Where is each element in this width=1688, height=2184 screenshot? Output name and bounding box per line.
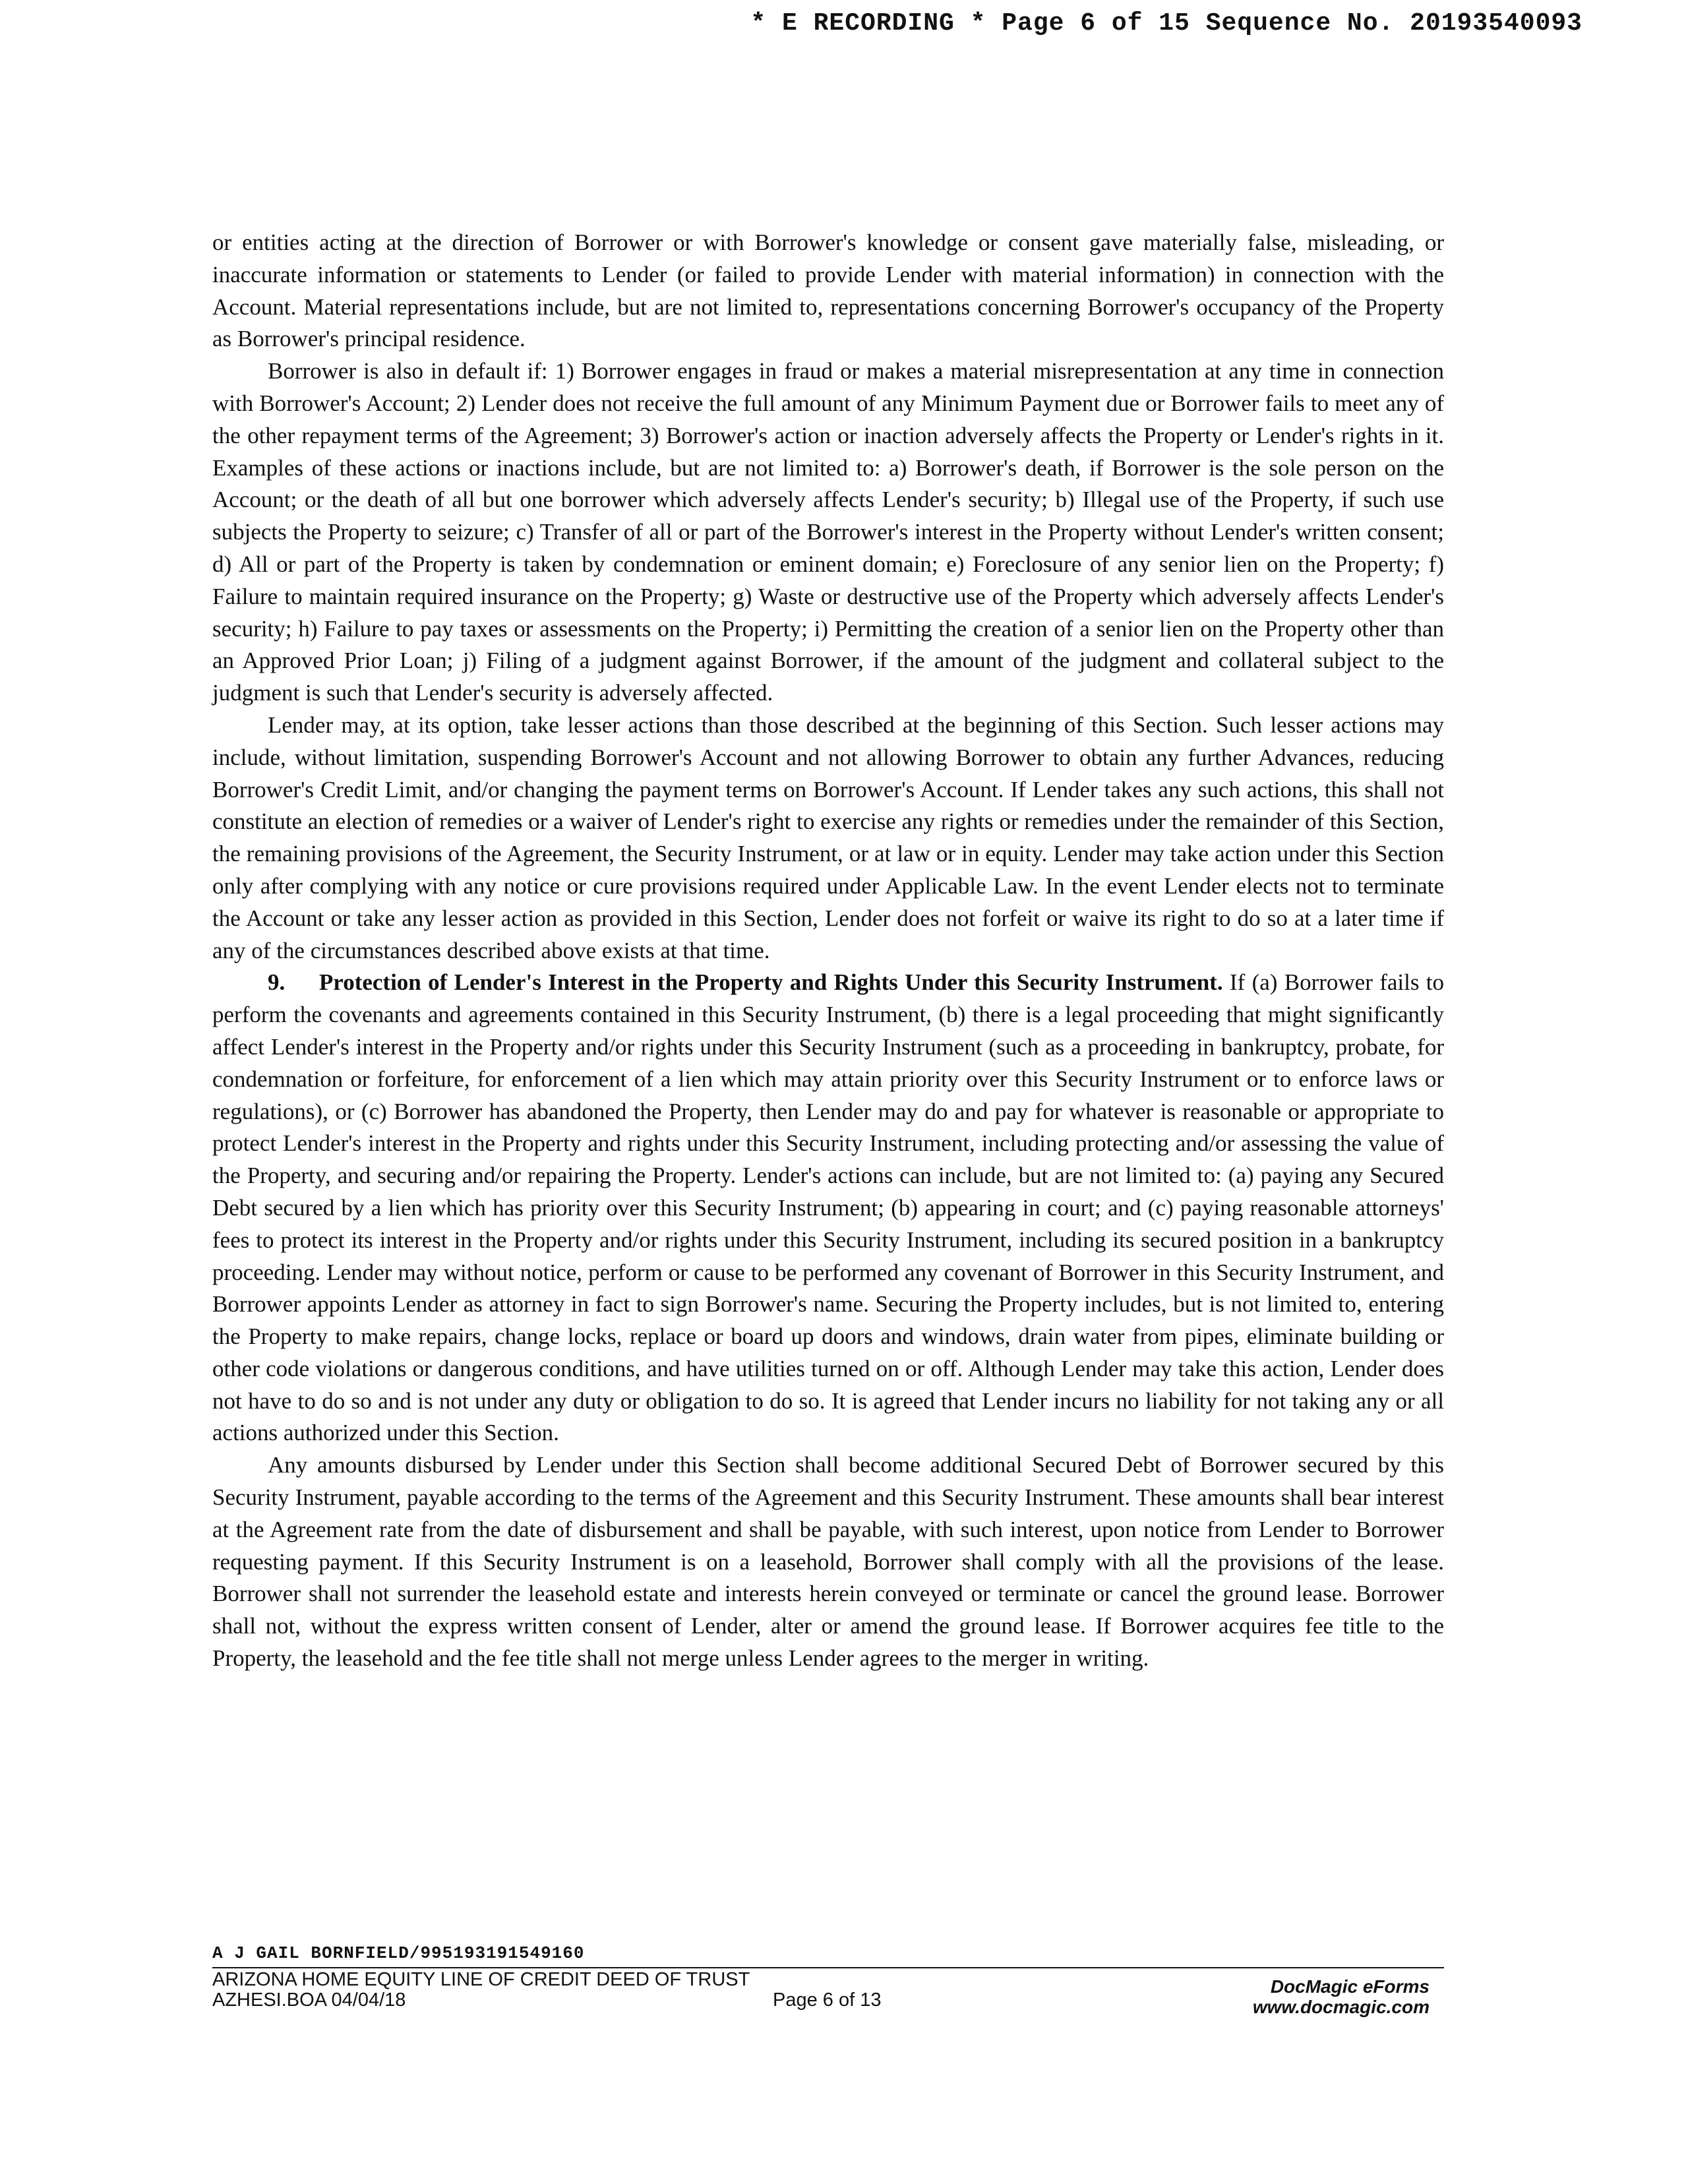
recording-stamp: * E RECORDING * Page 6 of 15 Sequence No. 20193540093 [750,9,1582,38]
document-body [212,227,1444,1675]
section-9-number: 9. [268,969,286,996]
borrower-loan-id: A J GAIL BORNFIELD/995193191549160 [212,1943,585,1963]
section-9-title: Protection of Lender's Interest in the Property and Rights Under this Security Instrument. [318,969,1223,996]
form-title: ARIZONA HOME EQUITY LINE OF CREDIT DEED OF TRUST [212,1969,750,1990]
paragraph-lesser-actions: Lender may, at its option, take lesser actions than those described at the beginning of this Section. Such lesser actions may include, without limitation, suspending Borrower's Account and not allowing Borrower to obtain any further Advances, reducing Borrower's Credit Limit, and/or changing the payment terms on Borrower's Account. If Lender takes any such actions, this shall not constitute an election of remedies or a waiver of Lender's right to exercise any rights or remedies under the remainder of this Section, the remaining provisions of the Agreement, the Security Instrument, or at law or in equity. Lender may take action under this Section only after complying with any notice or cure provisions required under Applicable Law. In the event Lender elects not to terminate the Account or take any lesser action as provided in this Section, Lender does not forfeit or waive its right to do so at a later time if any of the circumstances described above exists at that time. [212,712,1444,963]
brand-name: DocMagic eForms [1270,1976,1430,1997]
docmagic-logo [1253,1976,1430,2017]
footer-divider [212,1967,1444,1968]
paragraph-continuation: or entities acting at the direction of Borrower or with Borrower's knowledge or consent gave materially false, misleading, or inaccurate information or statements to Lender (or failed to provide Lender with material information) in connection with the Account. Material representations include, but are not limited to, representations concerning Borrower's occupancy of the Property as Borrower's principal residence. [212,229,1444,352]
page-number: Page 6 of 13 [773,1989,882,2011]
paragraph-disbursements: Any amounts disbursed by Lender under this Section shall become additional Secured Debt of Borrower secured by this Security Instrument, payable according to the terms of the Agreement and this Security Instrument. These amounts shall bear interest at the Agreement rate from the date of disbursement and shall be payable, with such interest, upon notice from Lender to Borrower requesting payment. If this Security Instrument is on a leasehold, Borrower shall comply with all the provisions of the lease. Borrower shall not surrender the leasehold estate and interests herein conveyed or terminate or cancel the ground lease. Borrower shall not, without the express written consent of Lender, alter or amend the ground lease. If Borrower acquires fee title to the Property, the leasehold and the fee title shall not merge unless Lender agrees to the merger in writing. [212,1452,1444,1672]
section-9-paragraph [212,967,1444,1449]
paragraph-default-conditions: Borrower is also in default if: 1) Borrower engages in fraud or makes a material misrepresentation at any time in connection with Borrower's Account; 2) Lender does not receive the full amount of any Minimum Payment due or Borrower fails to meet any of the other repayment terms of the Agreement; 3) Borrower's action or inaction adversely affects the Property or Lender's rights in it. Examples of these actions or inactions include, but are not limited to: a) Borrower's death, if Borrower is the sole person on the Account; or the death of all but one borrower which adversely affects Lender's security; b) Illegal use of the Property, if such use subjects the Property to seizure; c) Transfer of all or part of the Borrower's interest in the Property without Lender's written consent; d) All or part of the Property is taken by condemnation or eminent domain; e) Foreclosure of any senior lien on the Property; f) Failure to maintain required insurance on the Property; g) Waste or destructive use of the Property which adversely affects Lender's security; h) Failure to pay taxes or assessments on the Property; i) Permitting the creation of a senior lien on the Property other than an Approved Prior Loan; j) Filing of a judgment against Borrower, if the amount of the judgment and collateral subject to the judgment is such that Lender's security is adversely affected. [212,358,1444,706]
form-code: AZHESI.BOA 04/04/18 [212,1989,406,2011]
brand-website: www.docmagic.com [1252,1997,1430,2017]
section-9-text: If (a) Borrower fails to perform the covenants and agreements contained in this Security Instrument, (b) there is a legal proceeding that might significantly affect Lender's interest in the Property and/or rights under this Security Instrument (such as a proceeding in bankruptcy, probate, for condemnation or forfeiture, for enforcement of a lien which may attain priority over this Security Instrument or to enforce laws or regulations), or (c) Borrower has abandoned the Property, then Lender may do and pay for whatever is reasonable or appropriate to protect Lender's interest in the Property and rights under this Security Instrument, including protecting and/or assessing the value of the Property, and securing and/or repairing the Property. Lender's actions can include, but are not limited to: (a) paying any Secured Debt secured by a lien which has priority over this Security Instrument; (b) appearing in court; and (c) paying reasonable attorneys' fees to protect its interest in the Property and/or rights under this Security Instrument, including its secured position in a bankruptcy proceeding. Lender may without notice, perform or cause to be performed any covenant of Borrower in this Security Instrument, and Borrower appoints Lender as attorney in fact to sign Borrower's name. Securing the Property includes, but is not limited to, entering the Property to make repairs, change locks, replace or board up doors and windows, drain water from pipes, eliminate building or other code violations or dangerous conditions, and have utilities turned on or off. Although Lender may take this action, Lender does not have to do so and is not under any duty or obligation to do so. It is agreed that Lender incurs no liability for not taking any or all actions authorized under this Section. [212,969,1445,1446]
page-footer [212,1970,1444,2022]
